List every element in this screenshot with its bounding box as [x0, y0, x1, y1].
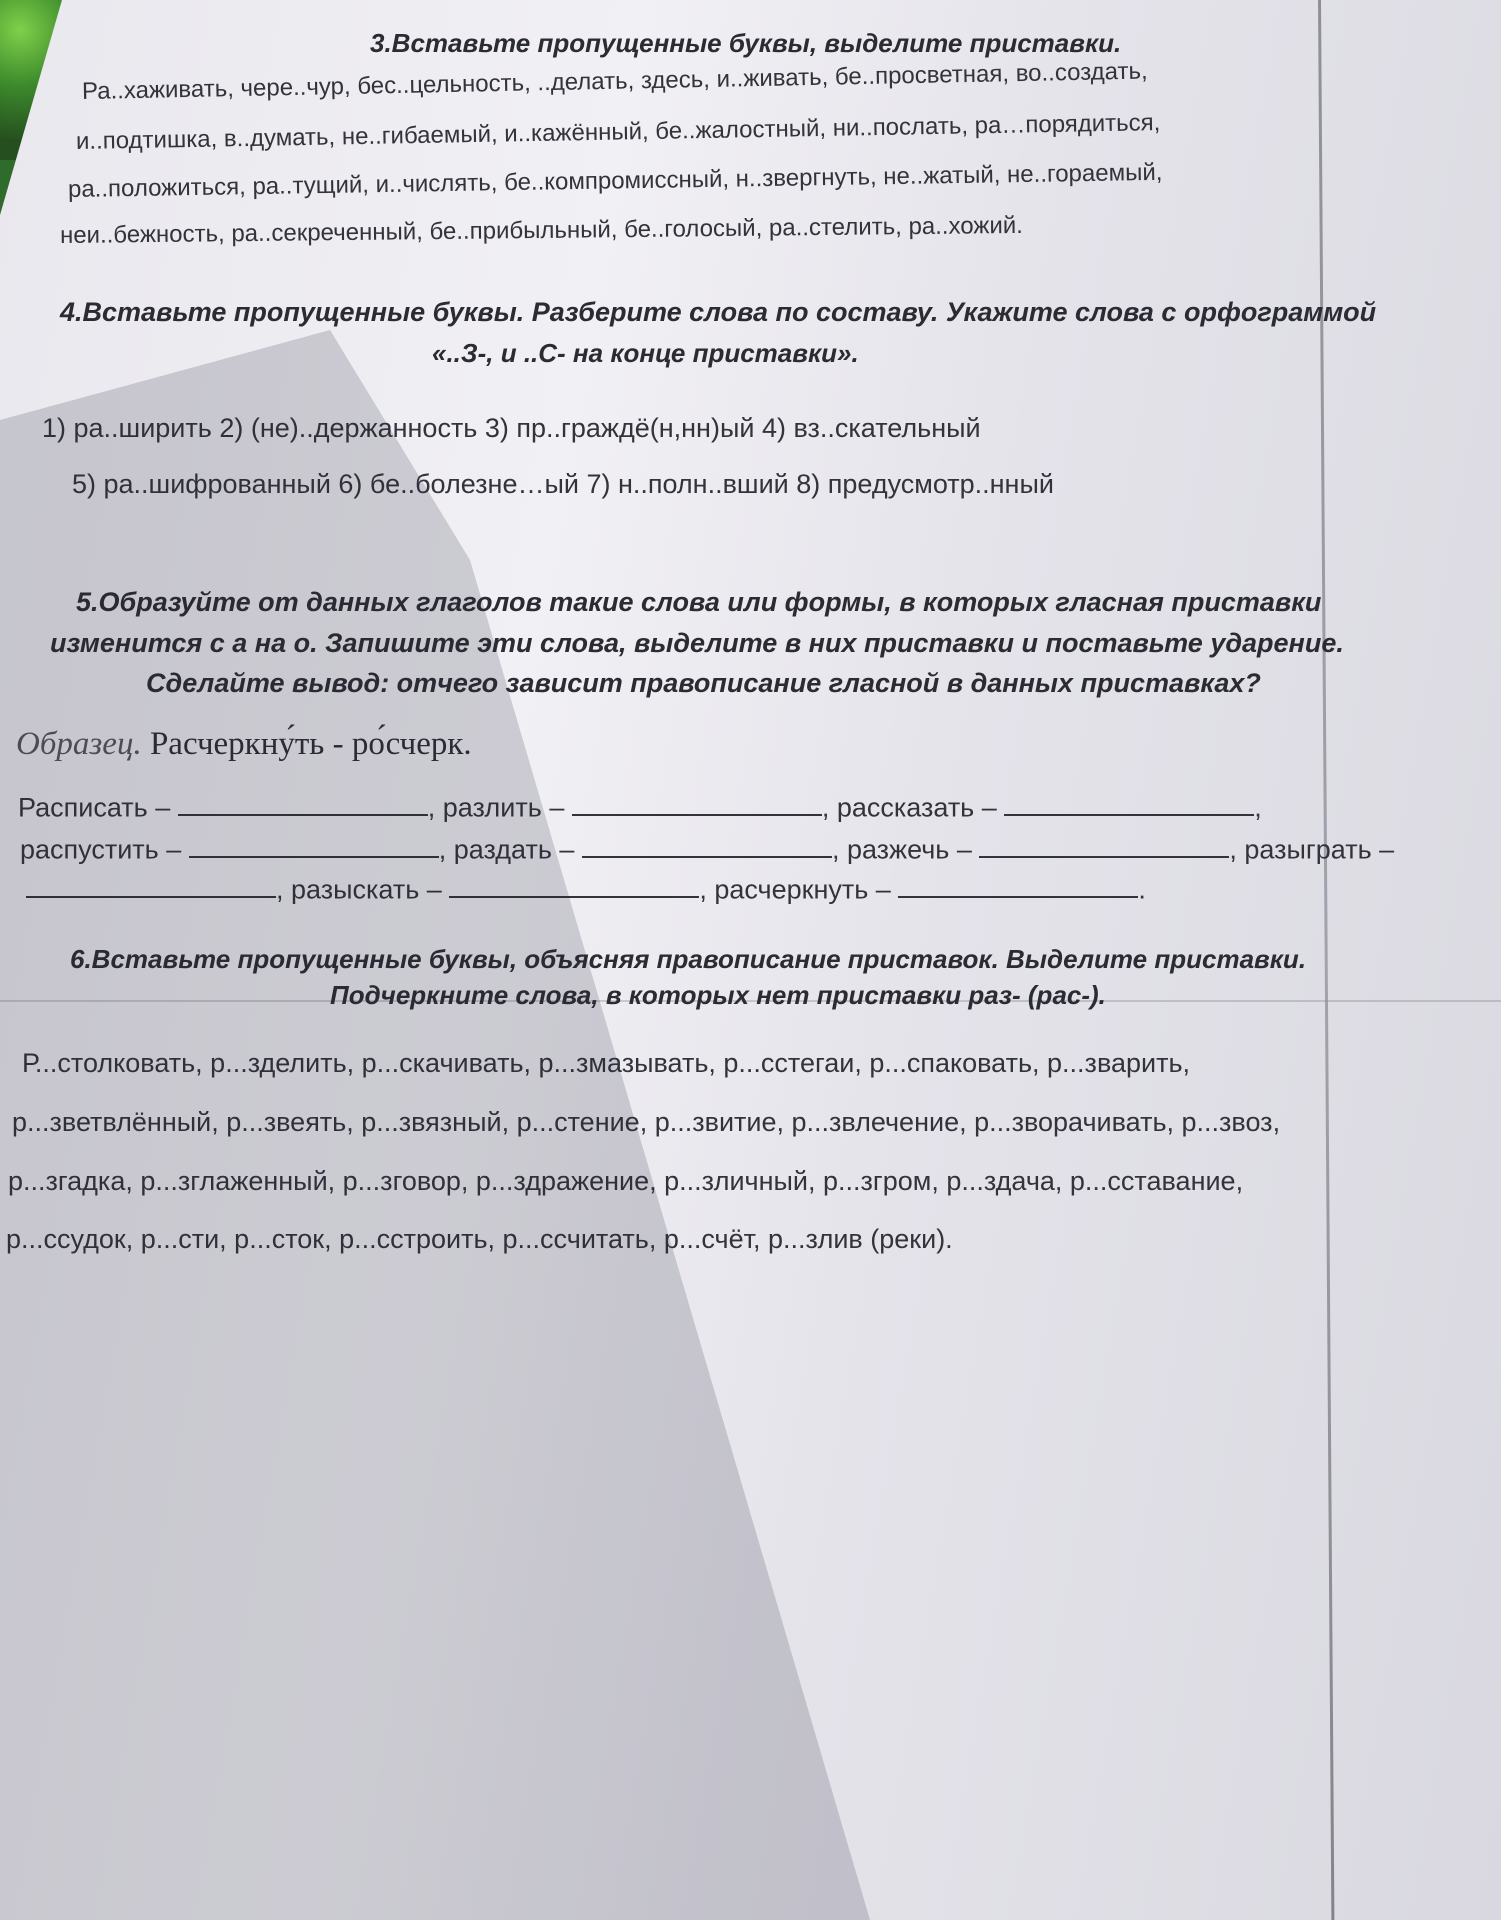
task5-heading-line2: изменится с а на о. Запишите эти слова, выделите в них приставки и поставьте ударение. [50, 628, 1344, 658]
answer-blank[interactable] [898, 868, 1138, 898]
answer-blank[interactable] [189, 828, 439, 858]
answer-blank[interactable] [1004, 786, 1254, 816]
task4-heading-line2: «..З-, и ..С- на конце приставки». [432, 338, 859, 368]
task6-heading-line2: Подчеркните слова, в которых нет приставки раз- (рас-). [330, 980, 1106, 1010]
answer-blank[interactable] [26, 868, 276, 898]
answer-blank[interactable] [979, 828, 1229, 858]
task6-heading-line1: 6.Вставьте пропущенные буквы, объясняя правописание приставок. Выделите приставки. [70, 944, 1307, 974]
word-razdat: , раздать – [438, 834, 575, 865]
word-razlit: , разлить – [427, 792, 565, 823]
task4-heading-line1: 4.Вставьте пропущенные буквы. Разберите слова по составу. Укажите слова с орфограммой [60, 297, 1377, 327]
word-raschherknut: , расчеркнуть – [699, 874, 891, 905]
word-razygrat: , разыграть – [1229, 834, 1395, 865]
task5-row-1 [18, 786, 1262, 823]
answer-blank[interactable] [582, 828, 832, 858]
word-razzhech: , разжечь – [831, 834, 972, 865]
task3-heading: 3.Вставьте пропущенные буквы, выделите приставки. [370, 28, 1122, 58]
word-raspustit: распустить – [20, 834, 182, 865]
row-end-comma: , [1254, 792, 1262, 823]
task6-line-2: р...зветвлённый, р...звеять, р...звязный, р...стение, р...звитие, р...звлечение, р...зворачивать, р...звоз, [12, 1107, 1281, 1137]
word-razyskat: , разыскать – [276, 874, 442, 905]
task6-line-1: Р...столковать, р...зделить, р...скачивать, р...змазывать, р...сстегаи, р...спаковать, р...зварить, [22, 1048, 1191, 1078]
answer-blank[interactable] [572, 786, 822, 816]
task3-line-2: и..подтишка, в..думать, не..гибаемый, и..кажённый, бе..жалостный, ни..послать, ра…порядиться, [75, 109, 1161, 155]
task4-row-2: 5) ра..шифрованный 6) бе..болезне…ый 7) н..полн..вший 8) предусмотр..нный [72, 469, 1054, 499]
task6-line-4: р...ссудок, р...сти, р...сток, р...сстроить, р...ссчитать, р...счёт, р...злив (реки). [6, 1224, 953, 1254]
task6-line-3: р...згадка, р...зглаженный, р...зговор, р...здражение, р...зличный, р...згром, р...здача, р...сставание, [8, 1166, 1244, 1196]
task5-row-3 [26, 868, 1146, 905]
word-rasskazat: , рассказать – [821, 792, 997, 823]
answer-blank[interactable] [449, 868, 699, 898]
answer-blank[interactable] [178, 786, 428, 816]
task5-heading-line1: 5.Образуйте от данных глаголов такие слова или формы, в которых гласная приставки [76, 587, 1322, 617]
task3-line-4: неи..бежность, ра..секреченный, бе..прибыльный, бе..голосый, ра..стелить, ра..хожий. [59, 211, 1024, 249]
task5-sample [16, 726, 472, 763]
task5-heading-line3: Сделайте вывод: отчего зависит правописание гласной в данных приставках? [146, 668, 1261, 698]
sample-text: Расчеркну́ть - ро́счерк. [149, 726, 472, 762]
task3-line-3: ра..положиться, ра..тущий, и..числять, бе..компромиссный, н..звергнуть, не..жатый, не..гораемый, [67, 158, 1163, 203]
row-end-period: . [1138, 874, 1146, 905]
task5-row-2 [20, 828, 1394, 865]
sample-label: Образец. [16, 726, 142, 762]
word-raspisat: Расписать – [18, 792, 171, 823]
task3-line-1: Ра..хаживать, чере..чур, бес..цельность, ..делать, здесь, и..живать, бе..просветная, во..создать, [81, 57, 1148, 105]
task4-row-1: 1) ра..ширить 2) (не)..держанность 3) пр..граждё(н,нн)ый 4) вз..скательный [42, 413, 981, 443]
